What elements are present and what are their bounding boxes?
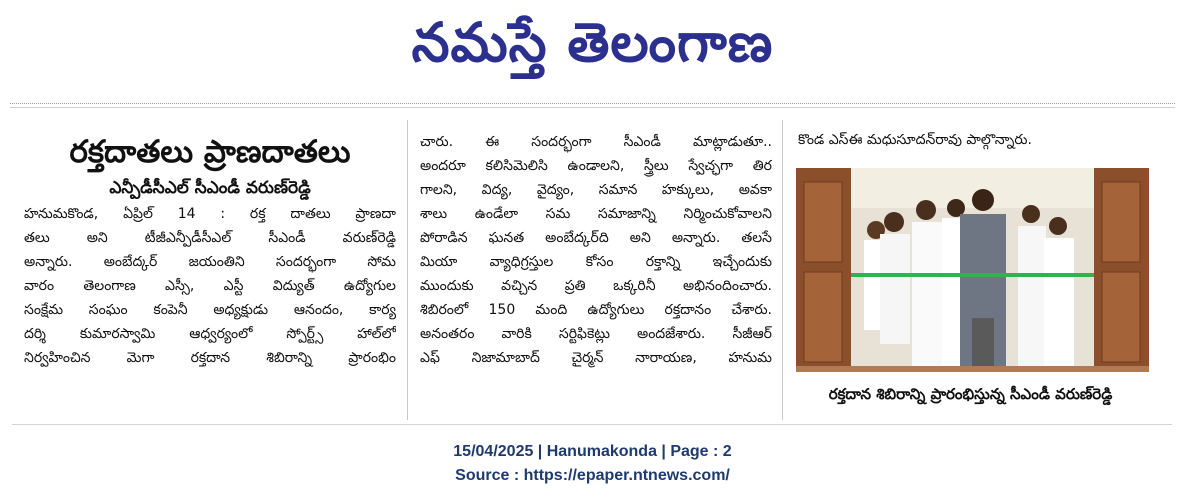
column-3-text: కొండ ఎస్ఈ మధుసూదన్‌రావు పాల్గొన్నారు.: [798, 132, 1032, 148]
article-column-2: [420, 130, 772, 370]
article-text-line: పోరాడిన ఘనత అంబేద్కర్‌ది అని అన్నారు. తలసే: [420, 230, 772, 246]
photo-caption: రక్తదాన శిబిరాన్ని ప్రారంభిస్తున్న సీఎండీ వరుణ్‌రెడ్డి: [828, 385, 1113, 403]
article-text-line: వారం తెలంగాణ ఎస్సీ, ఎస్టీ విద్యుత్ ఉద్యోగుల: [24, 278, 396, 294]
article-text-line: అన్నారు. అంబేద్కర్ జయంతిని సందర్భంగా సోమ: [24, 254, 396, 270]
footer: [0, 440, 1185, 488]
article-column-3: [792, 128, 1152, 152]
article-text-line: మియా వ్యాధిగ్రస్తుల కోసం రక్తాన్ని ఇచ్చేందుకు: [420, 254, 772, 270]
article-text-line: ఎఫ్ నిజామాబాద్ చైర్మన్ నారాయణ, హనుమ: [420, 350, 772, 366]
article-subheadline: ఎన్పీడీసీఎల్ సీఎండీ వరుణ్‌రెడ్డి: [109, 178, 311, 198]
column-1-text: [24, 202, 396, 370]
article-text-line: చారు. ఈ సందర్భంగా సీఎండీ మాట్లాడుతూ..: [420, 134, 772, 150]
header-divider-solid: [10, 107, 1175, 108]
article-text-line: దర్శి కుమారస్వామి ఆధ్వర్యంలో స్పోర్ట్స్ హాల్‌లో: [24, 326, 396, 342]
article-headline: రక్తదాతలు ప్రాణదాతలు: [69, 134, 351, 170]
article-photo: [796, 168, 1149, 372]
article-text-line: శిబిరంలో 150 మంది ఉద్యోగులు రక్తదానం చేశారు.: [420, 302, 772, 318]
article-text-line: అందరూ కలిసిమెలిసి ఉండాలని, స్త్రీలు స్వేచ్ఛగా తిర: [420, 158, 772, 174]
article-column-1: [24, 128, 396, 370]
article-text-line: సంక్షేమ సంఘం కంపెనీ అధ్యక్షుడు ఆనందం, కార్య: [24, 302, 396, 318]
edition-info: 15/04/2025 | Hanumakonda | Page : 2: [453, 443, 732, 460]
article-text-line: హనుమకొండ, ఏప్రిల్ 14 : రక్త దాతలు ప్రాణదా: [24, 206, 396, 222]
footer-divider: [12, 424, 1172, 425]
article-text-line: నిర్వహించిన మెగా రక్తదాన శిబిరాన్ని ప్రారంభిం: [24, 350, 396, 366]
column-2-text: [420, 130, 772, 370]
column-divider: [407, 120, 408, 420]
header-divider: [10, 103, 1175, 104]
newspaper-logo: నమస్తే తెలంగాణ: [411, 10, 774, 74]
article-text-line: అనంతరం వారికి సర్టిఫికెట్లు అందజేశారు. సీజీఆర్: [420, 326, 772, 342]
masthead: [0, 0, 1185, 95]
source-link: Source : https://epaper.ntnews.com/: [455, 467, 730, 484]
article-text-line: ముందుకు వచ్చిన ప్రతి ఒక్కరినీ అభినందించారు.: [420, 278, 772, 294]
article-text-line: శాలు ఉండేలా సమ సమాజాన్ని నిర్మించుకోవాలని: [420, 206, 772, 222]
article-text-line: గాలని, విద్య, వైద్యం, సమాన హక్కులు, అవకా: [420, 182, 772, 198]
column-divider: [782, 120, 783, 420]
article-text-line: తలు అని టీజీఎన్పీడీసీఎల్ సీఎండీ వరుణ్‌రెడ్డి: [24, 230, 396, 246]
